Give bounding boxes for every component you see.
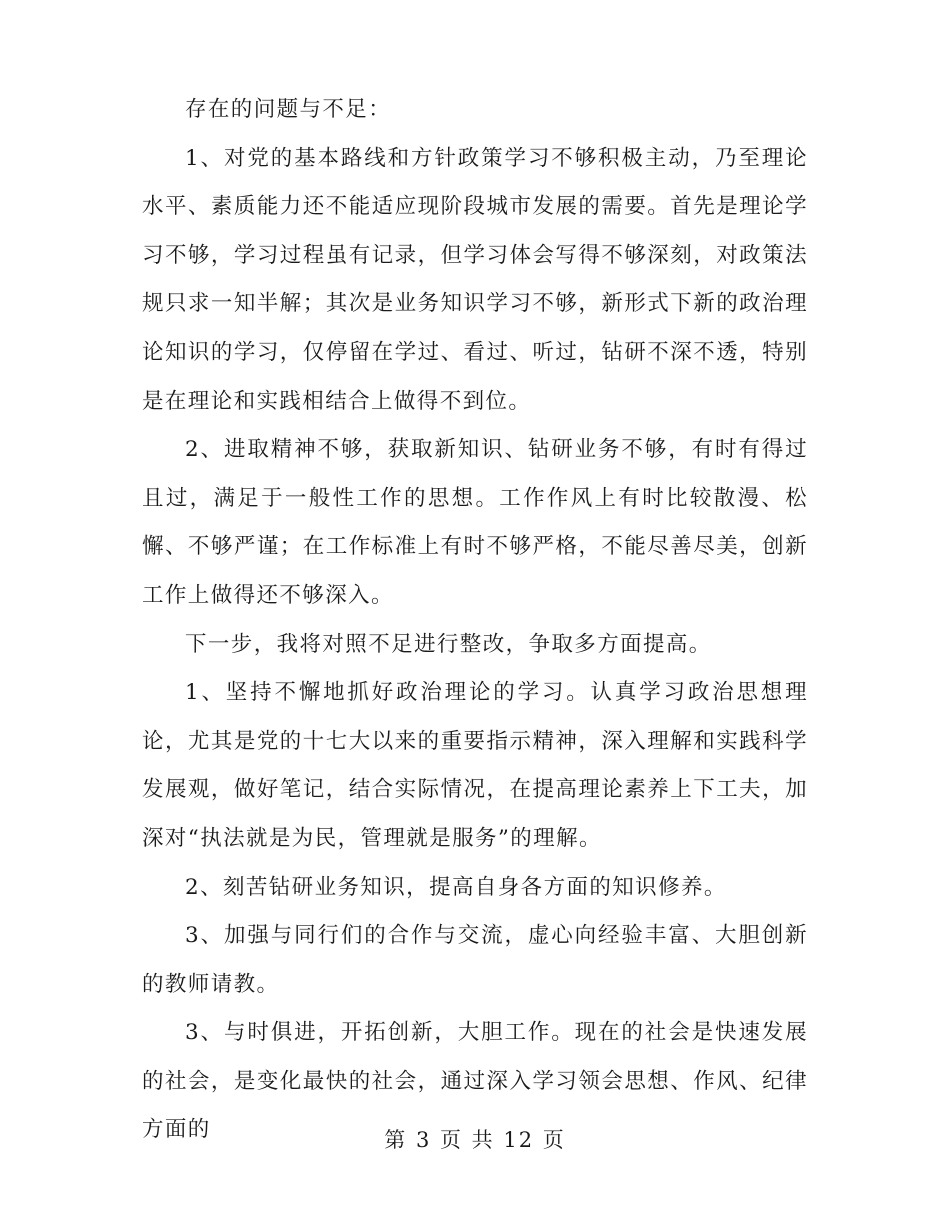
page-number-footer: 第 3 页 共 12 页 [384,1128,566,1152]
paragraph-issue-1: 1、对党的基本路线和方针政策学习不够积极主动，乃至理论水平、素质能力还不能适应现阶段城市发展的需要。首先是理论学习不够，学习过程虽有记录，但学习体会写得不够深刻，对政策法规只求一知半解；其次是业务知识学习不够，新形式下新的政治理论知识的学习，仅停留在学过、看过、听过，钻研不深不透，特别是在理论和实践相结合上做得不到位。 [142,145,808,414]
document-body [142,86,808,1155]
paragraph-plan-1: 1、坚持不懈地抓好政治理论的学习。认真学习政治思想理论，尤其是党的十七大以来的重要指示精神，深入理解和实践科学发展观，做好笔记，结合实际情况，在提高理论素养上下工夫，加深对“执法就是为民，管理就是服务”的理解。 [142,680,808,851]
paragraph-issue-2: 2、进取精神不够，获取新知识、钻研业务不够，有时有得过且过，满足于一般性工作的思想。工作作风上有时比较散漫、松懈、不够严谨；在工作标准上有时不够严格，不能尽善尽美，创新工作上做得还不够深入。 [142,437,808,608]
paragraph-plan-4: 3、与时俱进，开拓创新，大胆工作。现在的社会是快速发展的社会，是变化最快的社会，通过深入学习领会思想、作风、纪律方面的 [142,1020,808,1143]
paragraph-plan-2: 2、刻苦钻研业务知识，提高自身各方面的知识修养。 [185,874,727,900]
paragraph-plan-3: 3、加强与同行们的合作与交流，虚心向经验丰富、大胆创新的教师请教。 [142,923,808,997]
paragraph-heading: 存在的问题与不足： [185,97,392,122]
paragraph-next-step: 下一步，我将对照不足进行整改，争取多方面提高。 [185,631,712,657]
